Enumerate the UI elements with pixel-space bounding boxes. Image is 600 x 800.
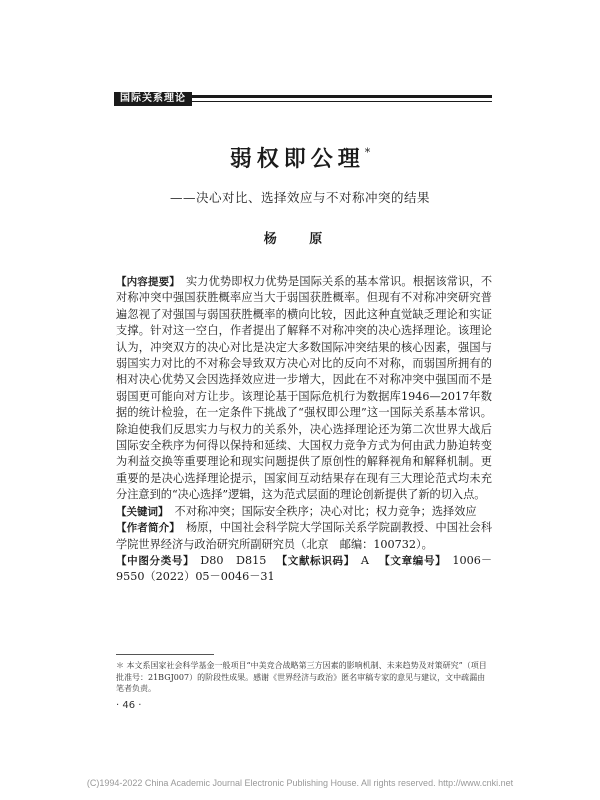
- article-title: [0, 142, 600, 173]
- doc-code-text: A: [360, 553, 369, 567]
- title-footnote-mark: *: [364, 145, 371, 159]
- header-rule-thin: [190, 101, 492, 102]
- footnote: ＊ 本文系国家社会科学基金一般项目“中美竞合战略第三方因素的影响机制、未来趋势及对策研究”（项目批准号：21BGJ007）的阶段性成果。感谢《世界经济与政治》匿名审稿专家的意见与建议，文中疏漏由笔者负责。: [116, 661, 487, 693]
- summary-label: 【内容提要】: [116, 276, 180, 288]
- author-info-block: [116, 520, 492, 553]
- abstract-section: [116, 274, 492, 586]
- section-header: [114, 92, 492, 106]
- article-no-text: 1006－9550（2022）05－0046－31: [116, 553, 493, 584]
- section-tag: 国际关系理论: [114, 92, 192, 106]
- header-rule: [190, 95, 492, 98]
- author-info-text: 杨原，中国社会科学院大学国际关系学院副教授、中国社会科学院世界经济与政治研究所副研究员（北京 邮编：100732）。: [116, 521, 493, 551]
- article-author: 杨 原: [263, 232, 337, 247]
- summary-text: 实力优势即权力优势是国际关系的基本常识。根据该常识，不对称冲突中强国获胜概率应当大于弱国获胜概率。但现有不对称冲突研究普遍忽视了对强国与弱国获胜概率的横向比较，因此这种直觉缺乏理论和实证支撑。针对这一空白，作者提出了解释不对称冲突的决心选择理论。该理论认为，冲突双方的决心对比是决定大多数国际冲突结果的核心因素，强国与弱国实力对比的不对称会导致双方决心对比的反向不对称，而弱国所拥有的相对决心优势又会因选择效应进一步增大，因此在不对称冲突中强国而不是弱国更可能向对方让步。该理论基于国际危机行为数据库1946—2017年数据的统计检验，在一定条件下挑战了“强权即公理”这一国际关系基本常识。除迫使我们反思实力与权力的关系外，决心选择理论还为第二次世界大战后国际安全秩序为何得以保持和延续、大国权力竞争方式为何由武力胁迫转变为利益交换等重要理论和现实问题提供了原创性的解释视角和解释机制。更重要的是决心选择理论提示，国家间互动结果存在现有三大理论范式均未充分注意到的“决心选择”逻辑，这为范式层面的理论创新提供了新的切入点。: [116, 275, 493, 502]
- doc-code-label: 【文献标识码】: [276, 554, 355, 567]
- clc-text: D80 D815: [200, 553, 267, 567]
- author-info-label: 【作者简介】: [116, 522, 180, 535]
- keywords-block: [116, 504, 492, 520]
- page-number: · 46 ·: [116, 700, 142, 711]
- classification-block: [116, 553, 492, 586]
- title-text: 弱权即公理: [229, 146, 365, 172]
- clc-label: 【中图分类号】: [116, 554, 195, 567]
- copyright-notice: (C)1994-2022 China Academic Journal Electronic Publishing House. All rights reserved. http://www.cnki.net: [86, 778, 514, 788]
- article-no-label: 【文章编号】: [379, 554, 447, 567]
- footnote-rule: [116, 654, 214, 655]
- keywords-text: 不对称冲突；国际安全秩序；决心对比；权力竞争；选择效应: [174, 504, 477, 518]
- keywords-label: 【关键词】: [116, 505, 169, 518]
- article-subtitle: ——决心对比、选择效应与不对称冲突的结果: [169, 190, 430, 205]
- summary-block: [116, 274, 492, 504]
